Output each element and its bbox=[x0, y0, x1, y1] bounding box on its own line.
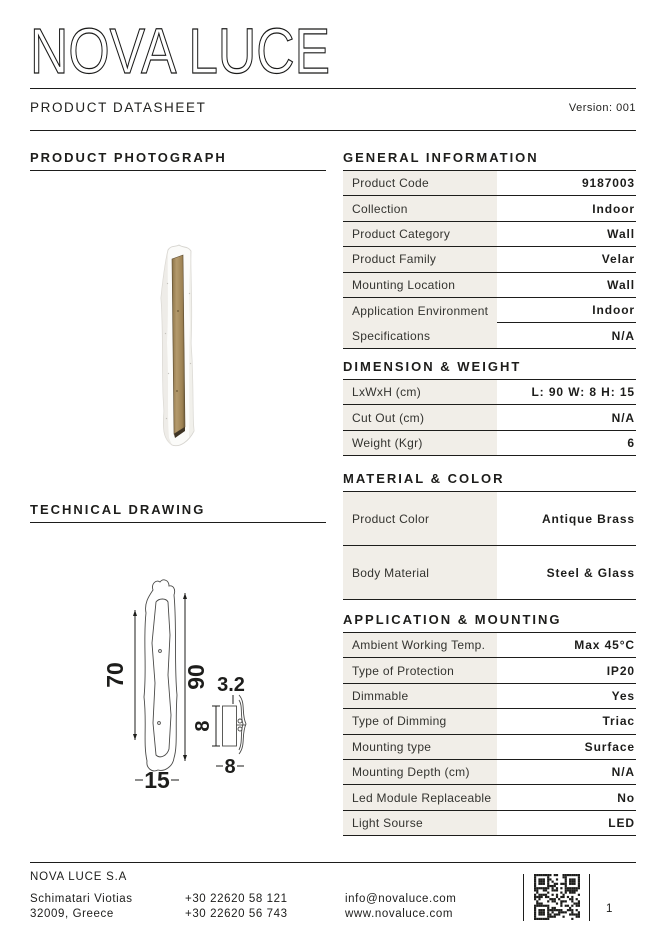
mounting-hole bbox=[158, 722, 161, 725]
dimension-label-8-height: 8 bbox=[192, 720, 214, 732]
row-value: Antique Brass bbox=[541, 511, 635, 526]
table-row bbox=[343, 196, 636, 221]
footer-company-name: NOVA LUCE S.A bbox=[30, 871, 128, 883]
table-general-information bbox=[343, 171, 636, 349]
table-row bbox=[343, 811, 636, 836]
table-row bbox=[343, 405, 636, 430]
version-label: Version: 001 bbox=[568, 101, 636, 114]
product-photograph-section bbox=[30, 150, 326, 449]
qr-code bbox=[534, 874, 580, 920]
row-value: Triac bbox=[602, 714, 635, 729]
section-title: MATERIAL & COLOR bbox=[343, 471, 636, 492]
row-value: Max 45°C bbox=[574, 638, 635, 653]
row-label: Application Environment bbox=[343, 298, 497, 323]
footer-separator-left bbox=[523, 874, 524, 921]
table-row bbox=[343, 785, 636, 810]
dimension-label-8-width: 8 bbox=[224, 756, 236, 778]
table-row bbox=[343, 247, 636, 272]
table-row bbox=[343, 380, 636, 405]
row-label: Mounting type bbox=[343, 735, 497, 759]
table-row bbox=[343, 273, 636, 298]
row-label: Light Sourse bbox=[343, 811, 497, 835]
page-number: 1 bbox=[606, 903, 613, 915]
row-label: Type of Dimming bbox=[343, 709, 497, 733]
wood-knot bbox=[176, 390, 178, 392]
footer-address-line1: Schimatari Viotias bbox=[30, 893, 133, 905]
dim-arrow bbox=[133, 610, 137, 616]
table-application-mounting bbox=[343, 633, 636, 836]
footer-phones bbox=[185, 892, 288, 922]
side-screw bbox=[238, 719, 242, 723]
dim-arrow bbox=[183, 593, 187, 599]
table-row bbox=[343, 658, 636, 683]
row-value: N/A bbox=[611, 410, 635, 425]
row-value: L: 90 W: 8 H: 15 bbox=[531, 385, 635, 400]
row-value: Surface bbox=[584, 739, 635, 754]
footer-separator-right bbox=[589, 874, 590, 921]
table-material-color bbox=[343, 492, 636, 600]
row-label: Cut Out (cm) bbox=[343, 405, 497, 429]
drawing-section-title: TECHNICAL DRAWING bbox=[30, 502, 326, 523]
row-label: Collection bbox=[343, 196, 497, 220]
footer-divider bbox=[30, 862, 636, 863]
dim-arrow bbox=[133, 734, 137, 740]
row-value: Indoor bbox=[592, 201, 635, 216]
brand-logo bbox=[27, 20, 367, 82]
dimension-label-70: 70 bbox=[102, 662, 128, 688]
row-label: Mounting Location bbox=[343, 273, 497, 297]
dim-arrow bbox=[183, 755, 187, 761]
row-label: Led Module Replaceable bbox=[343, 785, 497, 809]
product-photo-image bbox=[147, 243, 209, 449]
row-value: 9187003 bbox=[581, 176, 635, 191]
table-row bbox=[343, 684, 636, 709]
table-row bbox=[343, 431, 636, 456]
front-inner-outline bbox=[152, 599, 171, 757]
technical-drawing-image bbox=[30, 573, 326, 811]
row-value: IP20 bbox=[606, 663, 635, 678]
technical-drawing-section bbox=[30, 502, 326, 811]
row-label: Type of Protection bbox=[343, 658, 497, 682]
front-outline bbox=[144, 580, 177, 771]
wood-knot bbox=[177, 310, 179, 312]
row-label: LxWxH (cm) bbox=[343, 380, 497, 404]
table-row bbox=[343, 222, 636, 247]
footer-web bbox=[345, 892, 456, 922]
dimension-label-15: 15 bbox=[144, 767, 170, 793]
section-dimension-weight bbox=[343, 359, 636, 456]
header-divider-top bbox=[30, 88, 636, 89]
footer-website-link[interactable]: www.novaluce.com bbox=[345, 908, 454, 920]
side-screw bbox=[238, 727, 242, 731]
table-row bbox=[343, 633, 636, 658]
mounting-hole bbox=[159, 650, 162, 653]
table-row bbox=[343, 298, 636, 323]
brass-strip bbox=[172, 255, 185, 434]
header-divider-bottom bbox=[30, 130, 636, 131]
page-title: PRODUCT DATASHEET bbox=[30, 100, 207, 115]
row-value: N/A bbox=[611, 765, 635, 780]
row-value: Steel & Glass bbox=[546, 565, 635, 580]
photo-section-title: PRODUCT PHOTOGRAPH bbox=[30, 150, 326, 171]
table-row bbox=[343, 709, 636, 734]
row-label: Mounting Depth (cm) bbox=[343, 760, 497, 784]
footer-phone1: +30 22620 58 121 bbox=[185, 893, 288, 905]
row-label: Product Category bbox=[343, 222, 497, 246]
row-value: Wall bbox=[607, 226, 635, 241]
footer-address bbox=[30, 892, 133, 922]
side-body bbox=[223, 706, 237, 746]
footer-email-link[interactable]: info@novaluce.com bbox=[345, 893, 457, 905]
row-value: LED bbox=[608, 815, 635, 830]
row-label: Dimmable bbox=[343, 684, 497, 708]
section-general-information bbox=[343, 150, 636, 349]
row-value: Wall bbox=[607, 277, 635, 292]
row-label: Product Color bbox=[343, 492, 497, 545]
dimension-label-90: 90 bbox=[183, 664, 209, 690]
brand-logo-text: NOVA LUCE bbox=[30, 20, 330, 82]
table-row bbox=[343, 735, 636, 760]
footer-phone2: +30 22620 56 743 bbox=[185, 908, 288, 920]
table-row bbox=[343, 492, 636, 546]
row-label: Weight (Kgr) bbox=[343, 431, 497, 455]
section-title: DIMENSION & WEIGHT bbox=[343, 359, 636, 380]
row-label: Product Code bbox=[343, 171, 497, 195]
row-value: Velar bbox=[601, 252, 635, 267]
row-value: No bbox=[617, 790, 635, 805]
dimension-label-3-2: 3.2 bbox=[217, 674, 245, 696]
section-title: APPLICATION & MOUNTING bbox=[343, 612, 636, 633]
table-row bbox=[343, 323, 636, 348]
table-row bbox=[343, 760, 636, 785]
table-dimension-weight bbox=[343, 380, 636, 456]
row-label: Specifications bbox=[343, 323, 497, 347]
row-value: 6 bbox=[627, 435, 635, 450]
document-header bbox=[30, 100, 636, 115]
row-label: Ambient Working Temp. bbox=[343, 633, 497, 657]
row-value: N/A bbox=[611, 328, 635, 343]
table-row bbox=[343, 171, 636, 196]
row-value: Yes bbox=[611, 688, 635, 703]
section-title: GENERAL INFORMATION bbox=[343, 150, 636, 171]
row-label: Body Material bbox=[343, 546, 497, 599]
table-row bbox=[343, 546, 636, 600]
section-material-color bbox=[343, 471, 636, 600]
row-label: Product Family bbox=[343, 247, 497, 271]
section-application-mounting bbox=[343, 612, 636, 836]
footer-address-line2: 32009, Greece bbox=[30, 908, 114, 920]
row-value: Indoor bbox=[497, 298, 636, 323]
